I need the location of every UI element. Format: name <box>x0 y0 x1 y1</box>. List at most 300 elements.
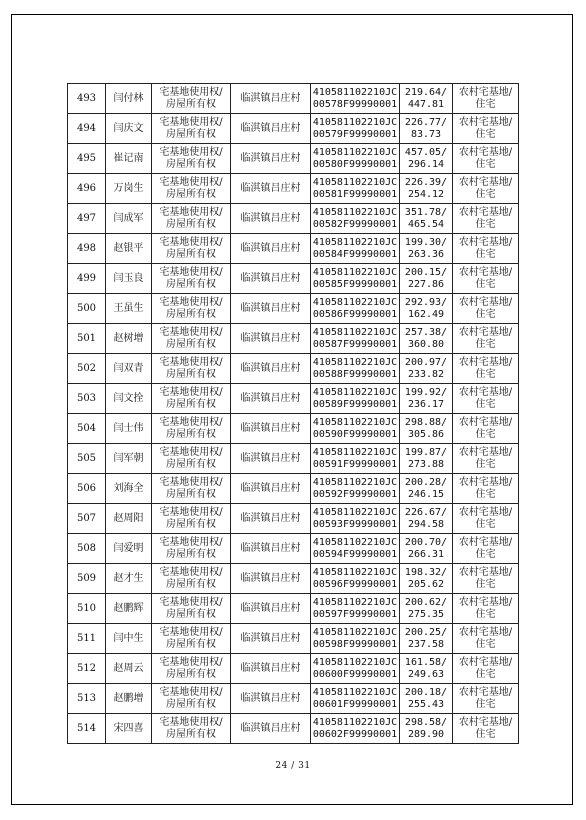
cell-land-use <box>453 204 519 234</box>
area-line: 162.49 <box>407 308 445 320</box>
cell-location: 临淇镇吕庄村 <box>231 264 311 294</box>
cell-owner-name: 宋四喜 <box>106 714 152 744</box>
cell-right-type <box>152 264 231 294</box>
unit-code-line: 410581102210JC <box>312 626 398 638</box>
cell-area <box>400 174 453 204</box>
area-line: 289.90 <box>407 728 445 740</box>
unit-code-line: 410581102210JC <box>312 506 398 518</box>
land-use-line: 农村宅基地/ <box>458 536 513 548</box>
unit-code-line: 00598F99990001 <box>312 638 398 650</box>
cell-right-type <box>152 684 231 714</box>
area-line: 305.86 <box>407 428 445 440</box>
cell-land-use <box>453 174 519 204</box>
land-use-line: 住宅 <box>475 608 496 620</box>
area-line: 246.15 <box>407 488 445 500</box>
unit-code-line: 410581102210JC <box>312 656 398 668</box>
area-line: 233.82 <box>407 368 445 380</box>
land-use-line: 住宅 <box>475 98 496 110</box>
area-line: 83.73 <box>410 128 442 140</box>
cell-right-type <box>152 234 231 264</box>
area-line: 161.58/ <box>404 656 448 668</box>
land-use-line: 住宅 <box>475 188 496 200</box>
cell-owner-name: 闫付林 <box>106 84 152 114</box>
area-line: 236.17 <box>407 398 445 410</box>
cell-area <box>400 534 453 564</box>
cell-row-number: 503 <box>68 384 106 414</box>
unit-code-line: 00592F99990001 <box>312 488 398 500</box>
land-use-line: 住宅 <box>475 638 496 650</box>
cell-location: 临淇镇吕庄村 <box>231 624 311 654</box>
cell-location: 临淇镇吕庄村 <box>231 654 311 684</box>
right-type-line: 宅基地使用权/ <box>159 446 223 458</box>
land-use-line: 住宅 <box>475 488 496 500</box>
cell-unit-code <box>311 204 400 234</box>
cell-area <box>400 114 453 144</box>
right-type-line: 宅基地使用权/ <box>159 476 223 488</box>
cell-row-number: 494 <box>68 114 106 144</box>
area-line: 294.58 <box>407 518 445 530</box>
land-use-line: 住宅 <box>475 578 496 590</box>
area-line: 200.18/ <box>404 686 448 698</box>
right-type-line: 房屋所有权 <box>166 638 216 650</box>
area-line: 226.39/ <box>404 176 448 188</box>
cell-unit-code <box>311 594 400 624</box>
right-type-line: 宅基地使用权/ <box>159 236 223 248</box>
land-use-line: 农村宅基地/ <box>458 416 513 428</box>
cell-row-number: 511 <box>68 624 106 654</box>
area-line: 447.81 <box>407 98 445 110</box>
land-use-line: 农村宅基地/ <box>458 146 513 158</box>
cell-land-use <box>453 624 519 654</box>
cell-area <box>400 654 453 684</box>
cell-location: 临淇镇吕庄村 <box>231 204 311 234</box>
land-use-line: 农村宅基地/ <box>458 656 513 668</box>
right-type-line: 房屋所有权 <box>166 488 216 500</box>
area-line: 263.36 <box>407 248 445 260</box>
unit-code-line: 00585F99990001 <box>312 278 398 290</box>
area-line: 227.86 <box>407 278 445 290</box>
cell-owner-name: 闫文拴 <box>106 384 152 414</box>
cell-area <box>400 324 453 354</box>
right-type-line: 宅基地使用权/ <box>159 386 223 398</box>
table-row <box>68 714 519 744</box>
land-use-line: 住宅 <box>475 368 496 380</box>
cell-row-number: 507 <box>68 504 106 534</box>
unit-code-line: 00597F99990001 <box>312 608 398 620</box>
unit-code-line: 410581102210JC <box>312 356 398 368</box>
unit-code-line: 00588F99990001 <box>312 368 398 380</box>
land-use-line: 农村宅基地/ <box>458 236 513 248</box>
cell-area <box>400 144 453 174</box>
area-line: 257.38/ <box>404 326 448 338</box>
land-use-line: 住宅 <box>475 668 496 680</box>
cell-row-number: 493 <box>68 84 106 114</box>
cell-unit-code <box>311 624 400 654</box>
right-type-line: 房屋所有权 <box>166 608 216 620</box>
cell-unit-code <box>311 234 400 264</box>
cell-right-type <box>152 594 231 624</box>
cell-unit-code <box>311 384 400 414</box>
cell-unit-code <box>311 174 400 204</box>
cell-area <box>400 384 453 414</box>
cell-owner-name: 赵鹏增 <box>106 684 152 714</box>
table-row <box>68 384 519 414</box>
table-row <box>68 534 519 564</box>
cell-land-use <box>453 84 519 114</box>
area-line: 200.97/ <box>404 356 448 368</box>
right-type-line: 房屋所有权 <box>166 668 216 680</box>
area-line: 199.87/ <box>404 446 448 458</box>
land-use-line: 农村宅基地/ <box>458 626 513 638</box>
unit-code-line: 410581102210JC <box>312 326 398 338</box>
right-type-line: 宅基地使用权/ <box>159 656 223 668</box>
cell-unit-code <box>311 354 400 384</box>
unit-code-line: 410581102210JC <box>312 86 398 98</box>
table-row <box>68 474 519 504</box>
cell-unit-code <box>311 144 400 174</box>
land-use-line: 住宅 <box>475 458 496 470</box>
cell-area <box>400 444 453 474</box>
area-line: 200.25/ <box>404 626 448 638</box>
cell-location: 临淇镇吕庄村 <box>231 564 311 594</box>
cell-location: 临淇镇吕庄村 <box>231 414 311 444</box>
cell-owner-name: 王虽生 <box>106 294 152 324</box>
cell-location: 临淇镇吕庄村 <box>231 114 311 144</box>
area-line: 457.05/ <box>404 146 448 158</box>
unit-code-line: 410581102210JC <box>312 176 398 188</box>
table-row <box>68 684 519 714</box>
area-line: 200.15/ <box>404 266 448 278</box>
cell-unit-code <box>311 294 400 324</box>
land-use-line: 农村宅基地/ <box>458 716 513 728</box>
registration-table <box>67 83 519 744</box>
cell-land-use <box>453 444 519 474</box>
right-type-line: 房屋所有权 <box>166 128 216 140</box>
cell-row-number: 501 <box>68 324 106 354</box>
cell-location: 临淇镇吕庄村 <box>231 534 311 564</box>
cell-owner-name: 闫爱明 <box>106 534 152 564</box>
right-type-line: 房屋所有权 <box>166 428 216 440</box>
cell-land-use <box>453 354 519 384</box>
table-row <box>68 414 519 444</box>
table-row <box>68 204 519 234</box>
area-line: 198.32/ <box>404 566 448 578</box>
cell-row-number: 512 <box>68 654 106 684</box>
land-use-line: 农村宅基地/ <box>458 506 513 518</box>
cell-location: 临淇镇吕庄村 <box>231 504 311 534</box>
right-type-line: 宅基地使用权/ <box>159 566 223 578</box>
area-line: 273.88 <box>407 458 445 470</box>
cell-owner-name: 崔记南 <box>106 144 152 174</box>
area-line: 199.92/ <box>404 386 448 398</box>
cell-right-type <box>152 294 231 324</box>
cell-land-use <box>453 144 519 174</box>
cell-right-type <box>152 354 231 384</box>
right-type-line: 房屋所有权 <box>166 728 216 740</box>
cell-right-type <box>152 114 231 144</box>
land-use-line: 农村宅基地/ <box>458 356 513 368</box>
cell-land-use <box>453 294 519 324</box>
cell-right-type <box>152 144 231 174</box>
cell-owner-name: 赵树增 <box>106 324 152 354</box>
cell-right-type <box>152 414 231 444</box>
cell-row-number: 513 <box>68 684 106 714</box>
cell-area <box>400 264 453 294</box>
cell-unit-code <box>311 84 400 114</box>
unit-code-line: 00601F99990001 <box>312 698 398 710</box>
table-row <box>68 294 519 324</box>
cell-land-use <box>453 714 519 744</box>
right-type-line: 房屋所有权 <box>166 458 216 470</box>
unit-code-line: 00587F99990001 <box>312 338 398 350</box>
right-type-line: 房屋所有权 <box>166 188 216 200</box>
cell-owner-name: 赵才生 <box>106 564 152 594</box>
area-line: 275.35 <box>407 608 445 620</box>
cell-land-use <box>453 534 519 564</box>
cell-row-number: 505 <box>68 444 106 474</box>
right-type-line: 房屋所有权 <box>166 278 216 290</box>
unit-code-line: 410581102210JC <box>312 236 398 248</box>
unit-code-line: 410581102210JC <box>312 446 398 458</box>
unit-code-line: 00591F99990001 <box>312 458 398 470</box>
area-line: 219.64/ <box>404 86 448 98</box>
area-line: 249.63 <box>407 668 445 680</box>
table-row <box>68 324 519 354</box>
area-line: 465.54 <box>407 218 445 230</box>
unit-code-line: 410581102210JC <box>312 416 398 428</box>
land-use-line: 住宅 <box>475 158 496 170</box>
right-type-line: 宅基地使用权/ <box>159 116 223 128</box>
cell-unit-code <box>311 264 400 294</box>
unit-code-line: 00578F99990001 <box>312 98 398 110</box>
land-use-line: 住宅 <box>475 728 496 740</box>
cell-unit-code <box>311 504 400 534</box>
unit-code-line: 00590F99990001 <box>312 428 398 440</box>
cell-location: 临淇镇吕庄村 <box>231 144 311 174</box>
cell-unit-code <box>311 684 400 714</box>
table-row <box>68 654 519 684</box>
cell-land-use <box>453 234 519 264</box>
right-type-line: 宅基地使用权/ <box>159 686 223 698</box>
area-line: 351.78/ <box>404 206 448 218</box>
cell-land-use <box>453 414 519 444</box>
cell-owner-name: 赵周云 <box>106 654 152 684</box>
unit-code-line: 00593F99990001 <box>312 518 398 530</box>
right-type-line: 房屋所有权 <box>166 548 216 560</box>
right-type-line: 房屋所有权 <box>166 578 216 590</box>
cell-owner-name: 赵鹏辉 <box>106 594 152 624</box>
area-line: 200.62/ <box>404 596 448 608</box>
cell-owner-name: 赵周阳 <box>106 504 152 534</box>
right-type-line: 宅基地使用权/ <box>159 356 223 368</box>
table-row <box>68 354 519 384</box>
land-use-line: 住宅 <box>475 548 496 560</box>
cell-land-use <box>453 564 519 594</box>
cell-area <box>400 474 453 504</box>
cell-owner-name: 闫成军 <box>106 204 152 234</box>
cell-right-type <box>152 324 231 354</box>
cell-location: 临淇镇吕庄村 <box>231 444 311 474</box>
land-use-line: 农村宅基地/ <box>458 176 513 188</box>
cell-location: 临淇镇吕庄村 <box>231 174 311 204</box>
cell-location: 临淇镇吕庄村 <box>231 234 311 264</box>
area-line: 237.58 <box>407 638 445 650</box>
cell-area <box>400 354 453 384</box>
cell-owner-name: 刘海全 <box>106 474 152 504</box>
area-line: 292.93/ <box>404 296 448 308</box>
land-use-line: 农村宅基地/ <box>458 476 513 488</box>
cell-right-type <box>152 84 231 114</box>
table-row <box>68 114 519 144</box>
cell-row-number: 510 <box>68 594 106 624</box>
right-type-line: 房屋所有权 <box>166 518 216 530</box>
unit-code-line: 410581102210JC <box>312 686 398 698</box>
unit-code-line: 410581102210JC <box>312 596 398 608</box>
cell-row-number: 509 <box>68 564 106 594</box>
cell-owner-name: 闫士伟 <box>106 414 152 444</box>
area-line: 296.14 <box>407 158 445 170</box>
table-row <box>68 234 519 264</box>
cell-row-number: 497 <box>68 204 106 234</box>
land-use-line: 农村宅基地/ <box>458 686 513 698</box>
table-body <box>68 84 519 744</box>
cell-area <box>400 84 453 114</box>
cell-row-number: 508 <box>68 534 106 564</box>
right-type-line: 宅基地使用权/ <box>159 146 223 158</box>
right-type-line: 房屋所有权 <box>166 308 216 320</box>
right-type-line: 房屋所有权 <box>166 698 216 710</box>
right-type-line: 宅基地使用权/ <box>159 716 223 728</box>
table-row <box>68 174 519 204</box>
area-line: 298.58/ <box>404 716 448 728</box>
unit-code-line: 410581102210JC <box>312 476 398 488</box>
unit-code-line: 00596F99990001 <box>312 578 398 590</box>
land-use-line: 农村宅基地/ <box>458 326 513 338</box>
land-use-line: 住宅 <box>475 218 496 230</box>
cell-row-number: 499 <box>68 264 106 294</box>
unit-code-line: 410581102210JC <box>312 266 398 278</box>
cell-area <box>400 234 453 264</box>
cell-row-number: 514 <box>68 714 106 744</box>
cell-location: 临淇镇吕庄村 <box>231 474 311 504</box>
cell-right-type <box>152 444 231 474</box>
cell-land-use <box>453 384 519 414</box>
cell-row-number: 506 <box>68 474 106 504</box>
cell-location: 临淇镇吕庄村 <box>231 84 311 114</box>
unit-code-line: 410581102210JC <box>312 146 398 158</box>
right-type-line: 房屋所有权 <box>166 98 216 110</box>
cell-land-use <box>453 654 519 684</box>
land-use-line: 住宅 <box>475 128 496 140</box>
land-use-line: 农村宅基地/ <box>458 296 513 308</box>
cell-row-number: 496 <box>68 174 106 204</box>
cell-location: 临淇镇吕庄村 <box>231 714 311 744</box>
cell-land-use <box>453 504 519 534</box>
table-row <box>68 564 519 594</box>
unit-code-line: 410581102210JC <box>312 716 398 728</box>
land-use-line: 住宅 <box>475 398 496 410</box>
cell-area <box>400 594 453 624</box>
unit-code-line: 410581102210JC <box>312 206 398 218</box>
table-row <box>68 444 519 474</box>
area-line: 254.12 <box>407 188 445 200</box>
unit-code-line: 410581102210JC <box>312 116 398 128</box>
table-row <box>68 84 519 114</box>
land-use-line: 农村宅基地/ <box>458 116 513 128</box>
cell-owner-name: 闫庆文 <box>106 114 152 144</box>
page-number: 24 / 31 <box>275 761 311 771</box>
area-line: 226.77/ <box>404 116 448 128</box>
right-type-line: 宅基地使用权/ <box>159 206 223 218</box>
cell-location: 临淇镇吕庄村 <box>231 294 311 324</box>
table-row <box>68 624 519 654</box>
cell-land-use <box>453 474 519 504</box>
cell-land-use <box>453 264 519 294</box>
area-line: 255.43 <box>407 698 445 710</box>
cell-location: 临淇镇吕庄村 <box>231 594 311 624</box>
right-type-line: 房屋所有权 <box>166 368 216 380</box>
cell-right-type <box>152 534 231 564</box>
area-line: 200.28/ <box>404 476 448 488</box>
right-type-line: 宅基地使用权/ <box>159 506 223 518</box>
right-type-line: 宅基地使用权/ <box>159 416 223 428</box>
cell-right-type <box>152 474 231 504</box>
land-use-line: 住宅 <box>475 308 496 320</box>
land-use-line: 住宅 <box>475 278 496 290</box>
right-type-line: 房屋所有权 <box>166 158 216 170</box>
cell-location: 临淇镇吕庄村 <box>231 354 311 384</box>
right-type-line: 宅基地使用权/ <box>159 86 223 98</box>
unit-code-line: 00582F99990001 <box>312 218 398 230</box>
cell-unit-code <box>311 444 400 474</box>
land-use-line: 农村宅基地/ <box>458 446 513 458</box>
cell-area <box>400 684 453 714</box>
cell-land-use <box>453 594 519 624</box>
right-type-line: 宅基地使用权/ <box>159 626 223 638</box>
unit-code-line: 00581F99990001 <box>312 188 398 200</box>
cell-unit-code <box>311 654 400 684</box>
cell-unit-code <box>311 534 400 564</box>
right-type-line: 房屋所有权 <box>166 248 216 260</box>
cell-land-use <box>453 324 519 354</box>
cell-unit-code <box>311 324 400 354</box>
cell-unit-code <box>311 414 400 444</box>
cell-row-number: 498 <box>68 234 106 264</box>
cell-area <box>400 714 453 744</box>
cell-right-type <box>152 204 231 234</box>
cell-area <box>400 294 453 324</box>
unit-code-line: 00600F99990001 <box>312 668 398 680</box>
cell-right-type <box>152 654 231 684</box>
area-line: 298.88/ <box>404 416 448 428</box>
cell-location: 临淇镇吕庄村 <box>231 384 311 414</box>
cell-area <box>400 414 453 444</box>
unit-code-line: 00602F99990001 <box>312 728 398 740</box>
cell-right-type <box>152 504 231 534</box>
right-type-line: 房屋所有权 <box>166 398 216 410</box>
unit-code-line: 410581102210JC <box>312 536 398 548</box>
area-line: 226.67/ <box>404 506 448 518</box>
cell-owner-name: 闫玉良 <box>106 264 152 294</box>
unit-code-line: 410581102210JC <box>312 296 398 308</box>
cell-row-number: 502 <box>68 354 106 384</box>
right-type-line: 宅基地使用权/ <box>159 296 223 308</box>
land-use-line: 住宅 <box>475 428 496 440</box>
cell-right-type <box>152 174 231 204</box>
area-line: 200.70/ <box>404 536 448 548</box>
cell-right-type <box>152 564 231 594</box>
unit-code-line: 00580F99990001 <box>312 158 398 170</box>
